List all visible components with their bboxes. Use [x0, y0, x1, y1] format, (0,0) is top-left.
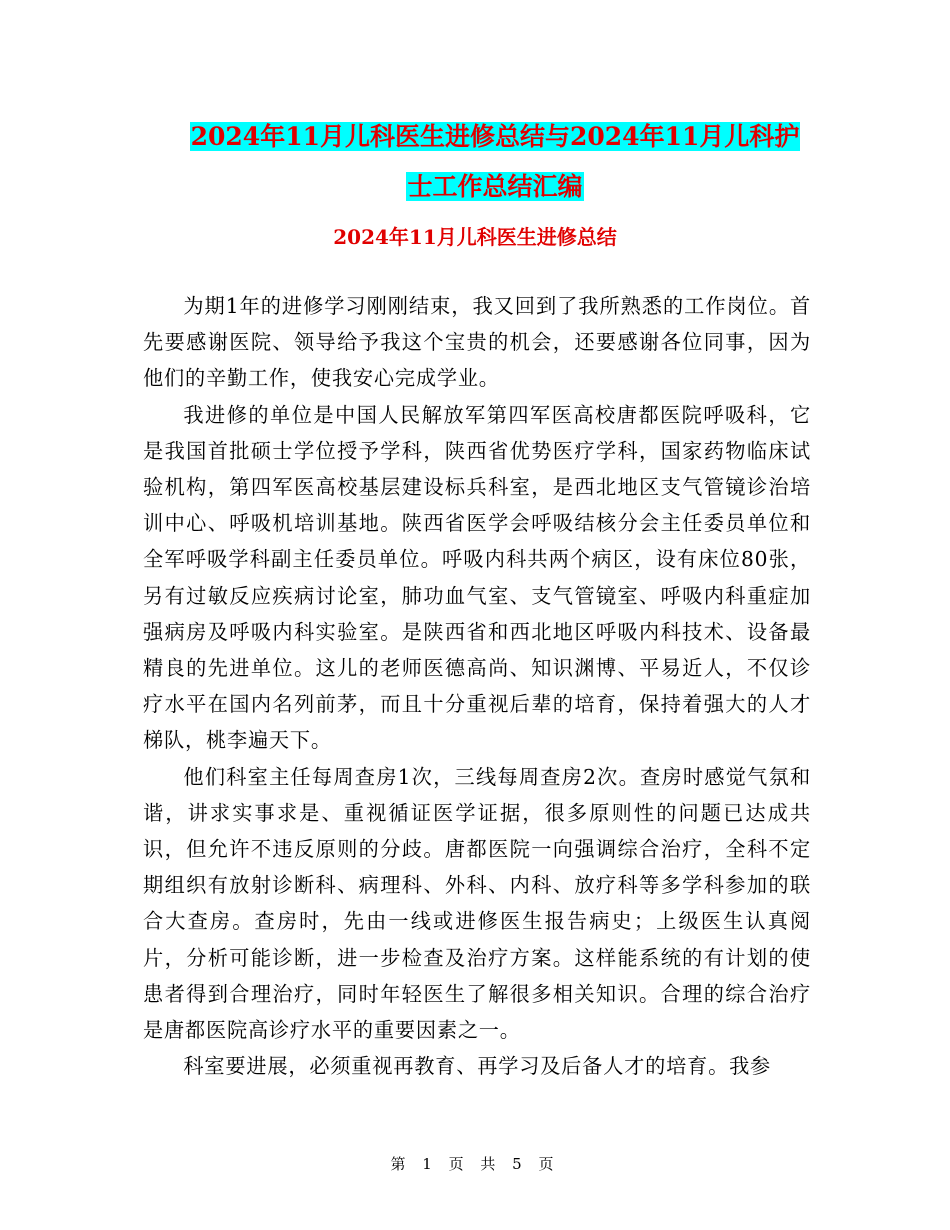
document-title-line2: 士工作总结汇编 [407, 172, 583, 201]
body-paragraph-2: 我进修的单位是中国人民解放军第四军医高校唐都医院呼吸科，它是我国首批硕士学位授予学科，陕西省优势医疗学科，国家药物临床试验机构，第四军医高校基层建设标兵科室，是西北地区支气管镜诊治培训中心、呼吸机培训基地。陕西省医学会呼吸结核分会主任委员单位和全军呼吸学科副主任委员单位。呼吸内科共两个病区，设有床位80张，另有过敏反应疾病讨论室，肺功血气室、支气管镜室、呼吸内科重症加强病房及呼吸内科实验室。是陕西省和西北地区呼吸内科技术、设备最精良的先进单位。这儿的老师医德高尚、知识渊博、平易近人，不仅诊疗水平在国内名列前茅，而且十分重视后辈的培育，保持着强大的人才梯队，桃李遍天下。 [143, 402, 811, 753]
body-paragraph-4: 科室要进展，必须重视再教育、再学习及后备人才的培育。我参 [183, 1054, 772, 1079]
document-body [143, 288, 811, 1084]
body-paragraph-1: 为期1年的进修学习刚刚结束，我又回到了我所熟悉的工作岗位。首先要感谢医院、领导给予我这个宝贵的机会，还要感谢各位同事，因为他们的辛勤工作，使我安心完成学业。 [143, 294, 811, 391]
document-title [140, 112, 850, 212]
page-number-footer: 第 1 页 共 5 页 [390, 1155, 560, 1173]
section-title: 2024年11月儿科医生进修总结 [333, 225, 617, 249]
body-paragraph-3: 他们科室主任每周查房1次，三线每周查房2次。查房时感觉气氛和谐，讲求实事求是、重视循证医学证据，很多原则性的问题已达成共识，但允许不违反原则的分歧。唐都医院一向强调综合治疗，全科不定期组织有放射诊断科、病理科、外科、内科、放疗科等多学科参加的联合大查房。查房时，先由一线或进修医生报告病史；上级医生认真阅片，分析可能诊断，进一步检查及治疗方案。这样能系统的有计划的使患者得到合理治疗，同时年轻医生了解很多相关知识。合理的综合治疗是唐都医院高诊疗水平的重要因素之一。 [143, 764, 811, 1043]
document-title-line1: 2024年11月儿科医生进修总结与2024年11月儿科护 [190, 122, 800, 151]
